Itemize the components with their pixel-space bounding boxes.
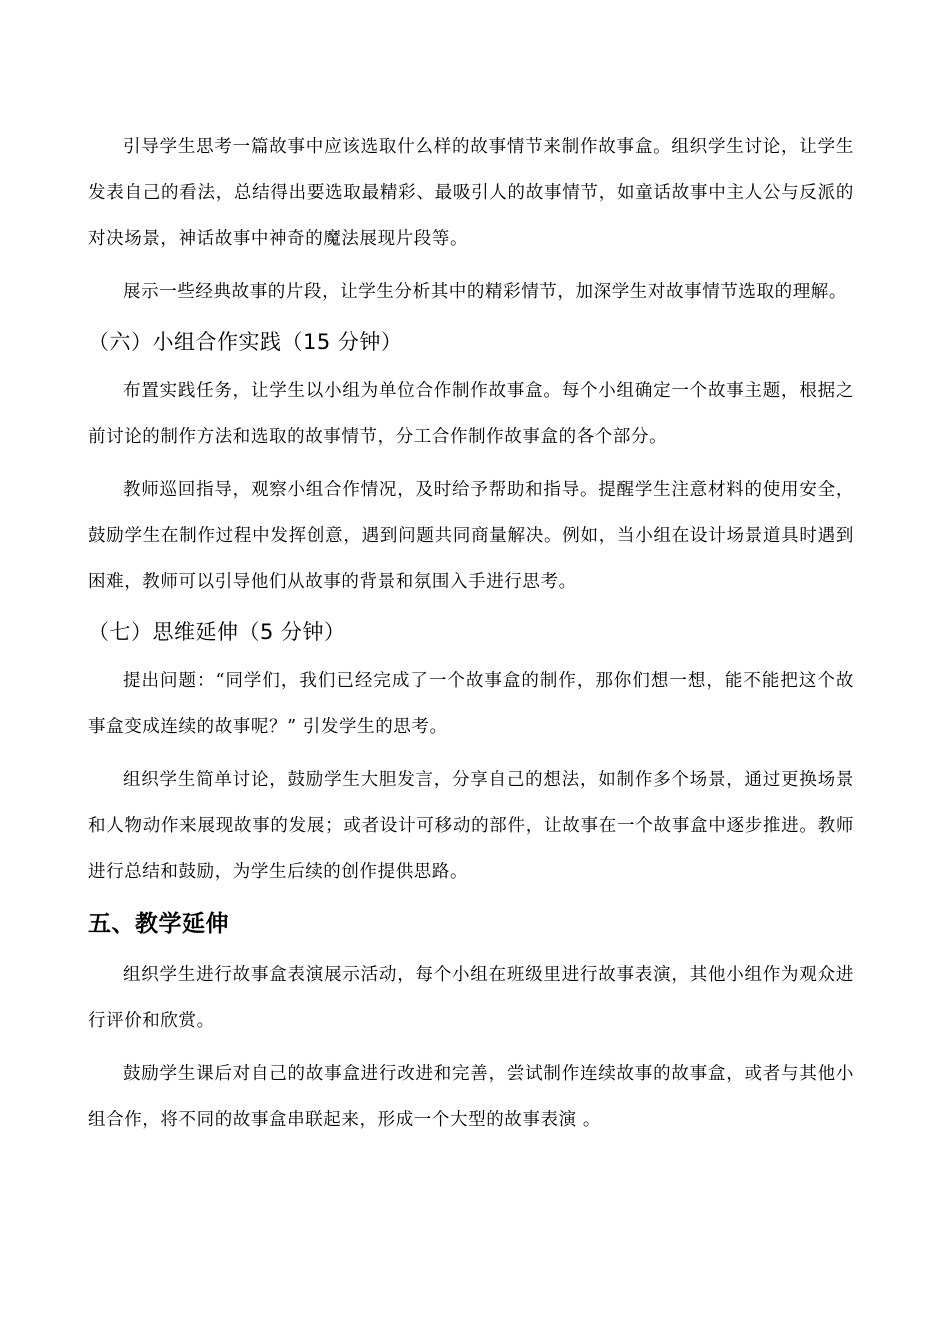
document-page <box>88 124 854 1150</box>
paragraph-performance: 组织学生进行故事盒表演展示活动，每个小组在班级里进行故事表演，其他小组作为观众进行评价和欣赏。 <box>88 965 854 1031</box>
heading-group-practice: （六）小组合作实践（15 分钟） <box>88 330 403 354</box>
heading-thinking-extension: （七）思维延伸（5 分钟） <box>88 620 346 644</box>
paragraph-discussion: 组织学生简单讨论，鼓励学生大胆发言，分享自己的想法，如制作多个场景，通过更换场景和人物动作来展现故事的发展；或者设计可移动的部件，让故事在一个故事盒中逐步推进。教师进行总结和鼓励，为学生后续的创作提供思路。 <box>88 770 854 882</box>
paragraph-question: 提出问题：“同学们，我们已经完成了一个故事盒的制作，那你们想一想，能不能把这个故事盒变成连续的故事呢？” 引发学生的思考。 <box>88 671 854 737</box>
paragraph-teacher-guidance: 教师巡回指导，观察小组合作情况，及时给予帮助和指导。提醒学生注意材料的使用安全，鼓励学生在制作过程中发挥创意，遇到问题共同商量解决。例如，当小组在设计场景道具时遇到困难，教师可以引导他们从故事的背景和氛围入手进行思考。 <box>88 480 854 592</box>
paragraph-improvement: 鼓励学生课后对自己的故事盒进行改进和完善，尝试制作连续故事的故事盒，或者与其他小组合作，将不同的故事盒串联起来，形成一个大型的故事表演 。 <box>88 1064 854 1130</box>
paragraph-plot-selection: 引导学生思考一篇故事中应该选取什么样的故事情节来制作故事盒。组织学生讨论，让学生发表自己的看法，总结得出要选取最精彩、最吸引人的故事情节，如童话故事中主人公与反派的对决场景，神话故事中神奇的魔法展现片段等。 <box>88 137 854 249</box>
paragraph-practice-task: 布置实践任务，让学生以小组为单位合作制作故事盒。每个小组确定一个故事主题，根据之前讨论的制作方法和选取的故事情节，分工合作制作故事盒的各个部分。 <box>88 381 854 447</box>
heading-teaching-extension: 五、教学延伸 <box>88 911 229 937</box>
paragraph-classic-stories: 展示一些经典故事的片段，让学生分析其中的精彩情节，加深学生对故事情节选取的理解。 <box>123 282 847 302</box>
